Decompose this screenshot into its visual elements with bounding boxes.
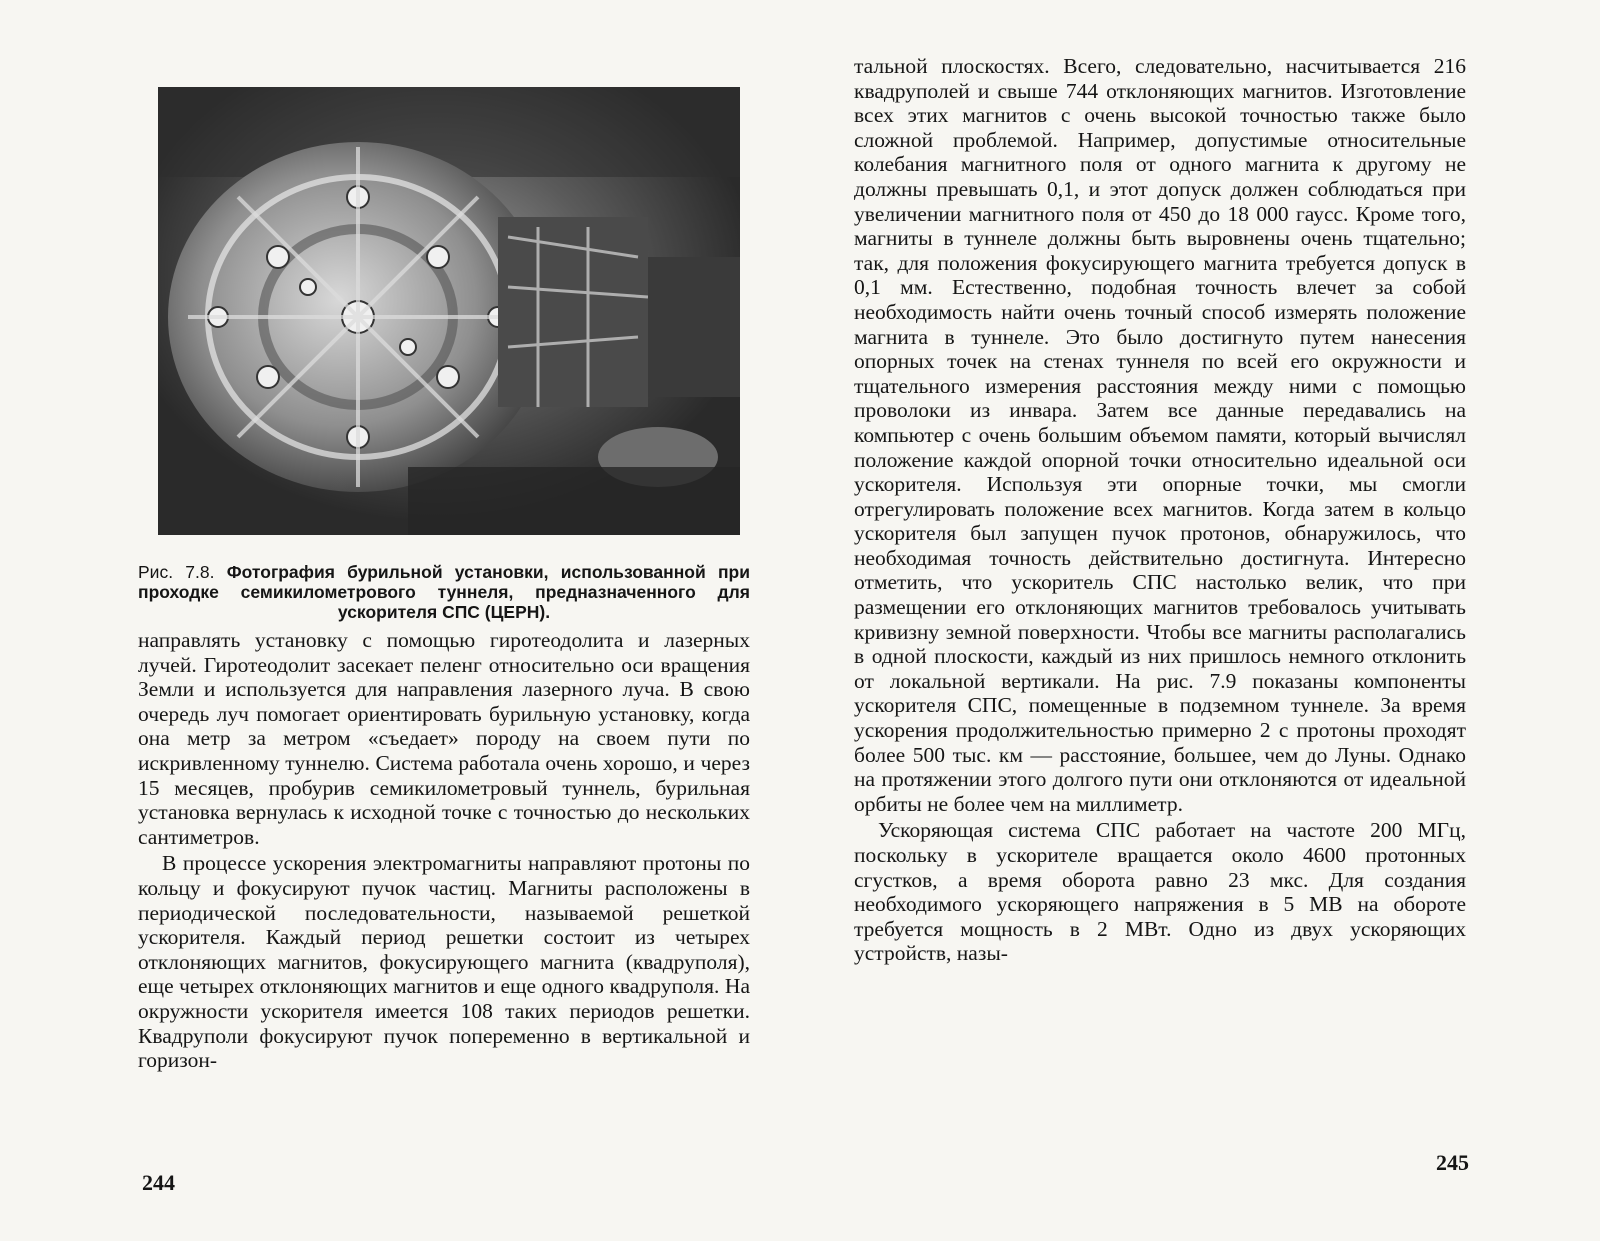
figure-caption bbox=[138, 562, 750, 622]
left-body-text bbox=[138, 628, 750, 1073]
caption-text: Фотография бурильной установки, использованной при проходке семикилометрового туннеля, предназначенного для ускорителя СПС (ЦЕРН). bbox=[138, 562, 750, 622]
caption-label: Рис. 7.8. bbox=[138, 562, 215, 582]
drilling-machine-photo bbox=[158, 87, 740, 535]
paragraph: В процессе ускорения электромагниты направляют протоны по кольцу и фокусируют пучок частиц. Магниты расположены в периодической последовательности, называемой решеткой ускорителя. Каждый период решетки состоит из четырех отклоняющих магнитов, фокусирующего магнита (квадруполя), еще четырех отклоняющих магнитов и еще одного квадруполя. На окружности ускорителя имеется 108 таких периодов решетки. Квадруполи фокусируют пучок попеременно в вертикальной и горизон- bbox=[138, 851, 750, 1073]
paragraph: направлять установку с помощью гиротеодолита и лазерных лучей. Гиротеодолит засекает пеленг относительно оси вращения Земли и используется для направления лазерного луча. В свою очередь луч помогает ориентировать бурильную установку, когда она метр за метром «съедает» породу на своем пути по искривленному туннелю. Система работала очень хорошо, и через 15 месяцев, пробурив семикилометровый туннель, бурильная установка вернулась к исходной точке с точностью до нескольких сантиметров. bbox=[138, 628, 750, 849]
right-page bbox=[800, 0, 1600, 1241]
paragraph: тальной плоскостях. Всего, следовательно, насчитывается 216 квадруполей и свыше 744 отклоняющих магнитов. Изготовление всех этих магнитов с очень высокой точностью также было сложной проблемой. Например, допустимые относительные колебания магнитного поля от одного магнита к другому не должны превышать 0,1, и этот допуск должен соблюдаться при увеличении магнитного поля от 450 до 18 000 гаусс. Кроме того, магниты в туннеле должны быть выровнены очень тщательно; так, для положения фокусирующего магнита требуется допуск в 0,1 мм. Естественно, подобная точность влечет за собой необходимость найти очень точный способ измерять положение магнита в туннеле. Это было достигнуто путем нанесения опорных точек на стенах туннеля по всей его окружности и тщательного измерения расстояния между ними с помощью проволоки из инвара. Затем все данные передавались на компьютер с очень большим объемом памяти, который вычислял положение каждой опорной точки относительно идеальной оси ускорителя. Используя эти опорные точки, мы смогли отрегулировать положение всех магнитов. Когда затем в кольцо ускорителя был запущен пучок протонов, обнаружилось, что необходимая точность действительно достигнута. Интересно отметить, что ускоритель СПС настолько велик, что при размещении его отклоняющих магнитов требовалось учитывать кривизну земной поверхности. Чтобы все магниты располагались в одной плоскости, каждый из них пришлось немного отклонить от локальной вертикали. На рис. 7.9 показаны компоненты ускорителя СПС, помещенные в подземном туннеле. За время ускорения продолжительностью примерно 2 с протоны проходят более 500 тыс. км — расстояние, большее, чем до Луны. Однако на протяжении этого долгого пути они отклоняются от идеальной орбиты не более чем на миллиметр. bbox=[854, 54, 1466, 816]
page-number: 244 bbox=[142, 1170, 175, 1195]
right-body-text bbox=[854, 54, 1466, 966]
page-number: 245 bbox=[1436, 1150, 1469, 1175]
paragraph: Ускоряющая система СПС работает на частоте 200 МГц, поскольку в ускорителе вращается около 4600 протонных сгустков, а время оборота равно 23 мкс. Для создания необходимого ускоряющего напряжения в 5 МВ на обороте требуется мощность в 2 МВт. Одно из двух ускоряющих устройств, назы- bbox=[854, 818, 1466, 966]
photo-illustration bbox=[158, 87, 740, 535]
